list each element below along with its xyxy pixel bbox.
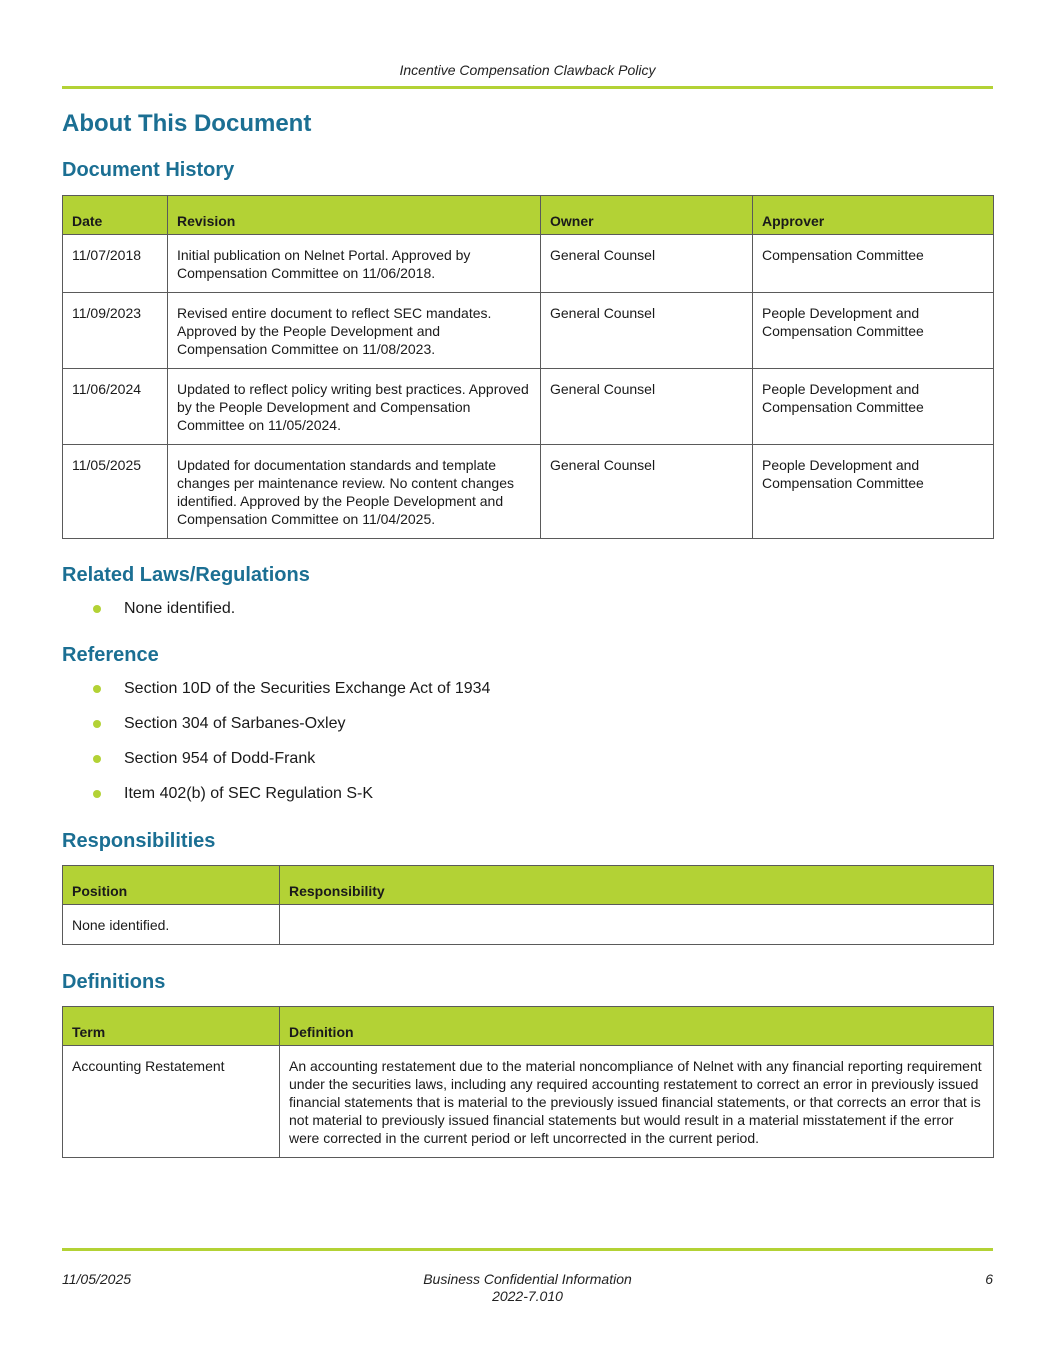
page-header [62, 0, 993, 89]
reference-list [62, 679, 993, 804]
table-row [63, 369, 994, 445]
cell-owner: General Counsel [541, 293, 753, 369]
table-row [63, 293, 994, 369]
cell-definition: An accounting restatement due to the material noncompliance of Nelnet with any financial reporting requirement under the securities laws, including any required accounting restatement to correct an error in previously issued financial statements that is material to the previously issued financial statements, or that corrects an error that is not material to previously issued financial statements but would result in a material misstatement if the error were corrected in the current period or left uncorrected in the current period. [280, 1046, 994, 1158]
cell-term: Accounting Restatement [63, 1046, 280, 1158]
cell-approver: People Development and Compensation Committee [753, 293, 994, 369]
footer-classification: Business Confidential Information [423, 1271, 632, 1287]
column-header-date: Date [63, 196, 168, 235]
cell-revision: Initial publication on Nelnet Portal. Approved by Compensation Committee on 11/06/2018. [168, 235, 541, 293]
document-history-table [62, 195, 994, 539]
footer-date: 11/05/2025 [62, 1271, 132, 1287]
responsibilities-table [62, 865, 994, 945]
header-title: Incentive Compensation Clawback Policy [399, 62, 656, 78]
list-item [62, 599, 993, 619]
list-item-text: Item 402(b) of SEC Regulation S-K [124, 785, 374, 802]
cell-approver: People Development and Compensation Committee [753, 445, 994, 539]
cell-position: None identified. [63, 905, 280, 945]
table-row [63, 445, 994, 539]
list-item-text: None identified. [124, 600, 236, 617]
bullet-icon [93, 755, 101, 763]
cell-approver: People Development and Compensation Committee [753, 369, 994, 445]
cell-date: 11/06/2024 [63, 369, 168, 445]
table-header-row [63, 1007, 994, 1046]
list-item-text: Section 304 of Sarbanes-Oxley [124, 715, 346, 732]
cell-revision: Updated to reflect policy writing best practices. Approved by the People Development and Compensation Committee on 11/05/2024. [168, 369, 541, 445]
list-item-text: Section 954 of Dodd-Frank [124, 750, 316, 767]
bullet-icon [93, 720, 101, 728]
list-item [62, 714, 993, 734]
table-row [63, 1046, 994, 1158]
page-footer [62, 1248, 993, 1304]
table-row [63, 235, 994, 293]
cell-owner: General Counsel [541, 235, 753, 293]
cell-date: 11/09/2023 [63, 293, 168, 369]
related-laws-list [62, 599, 993, 619]
list-item [62, 679, 993, 699]
cell-revision: Updated for documentation standards and template changes per maintenance review. No content changes identified. Approved by the People Development and Compensation Committee on 11/04/2025. [168, 445, 541, 539]
definitions-table [62, 1006, 994, 1158]
list-item [62, 784, 993, 804]
footer-doc-number: 2022-7.010 [492, 1288, 563, 1304]
bullet-icon [93, 790, 101, 798]
table-header-row [63, 866, 994, 905]
table-header-row [63, 196, 994, 235]
column-header-owner: Owner [541, 196, 753, 235]
column-header-responsibility: Responsibility [280, 866, 994, 905]
footer-page-number: 6 [985, 1271, 993, 1287]
cell-date: 11/07/2018 [63, 235, 168, 293]
cell-date: 11/05/2025 [63, 445, 168, 539]
cell-responsibility [280, 905, 994, 945]
column-header-position: Position [63, 866, 280, 905]
column-header-approver: Approver [753, 196, 994, 235]
column-header-revision: Revision [168, 196, 541, 235]
footer-center [62, 1271, 993, 1305]
cell-owner: General Counsel [541, 445, 753, 539]
cell-owner: General Counsel [541, 369, 753, 445]
bullet-icon [93, 605, 101, 613]
list-item-text: Section 10D of the Securities Exchange Act of 1934 [124, 680, 491, 697]
responsibilities-heading: Responsibilities [62, 830, 216, 852]
document-history-heading: Document History [62, 159, 235, 181]
cell-revision: Revised entire document to reflect SEC mandates. Approved by the People Development and Compensation Committee on 11/08/2023. [168, 293, 541, 369]
reference-heading: Reference [62, 644, 159, 666]
definitions-heading: Definitions [62, 971, 166, 993]
column-header-definition: Definition [280, 1007, 994, 1046]
list-item [62, 749, 993, 769]
table-row [63, 905, 994, 945]
page-title: About This Document [62, 110, 312, 137]
page-content [62, 108, 993, 1158]
bullet-icon [93, 685, 101, 693]
related-laws-heading: Related Laws/Regulations [62, 564, 310, 586]
cell-approver: Compensation Committee [753, 235, 994, 293]
column-header-term: Term [63, 1007, 280, 1046]
